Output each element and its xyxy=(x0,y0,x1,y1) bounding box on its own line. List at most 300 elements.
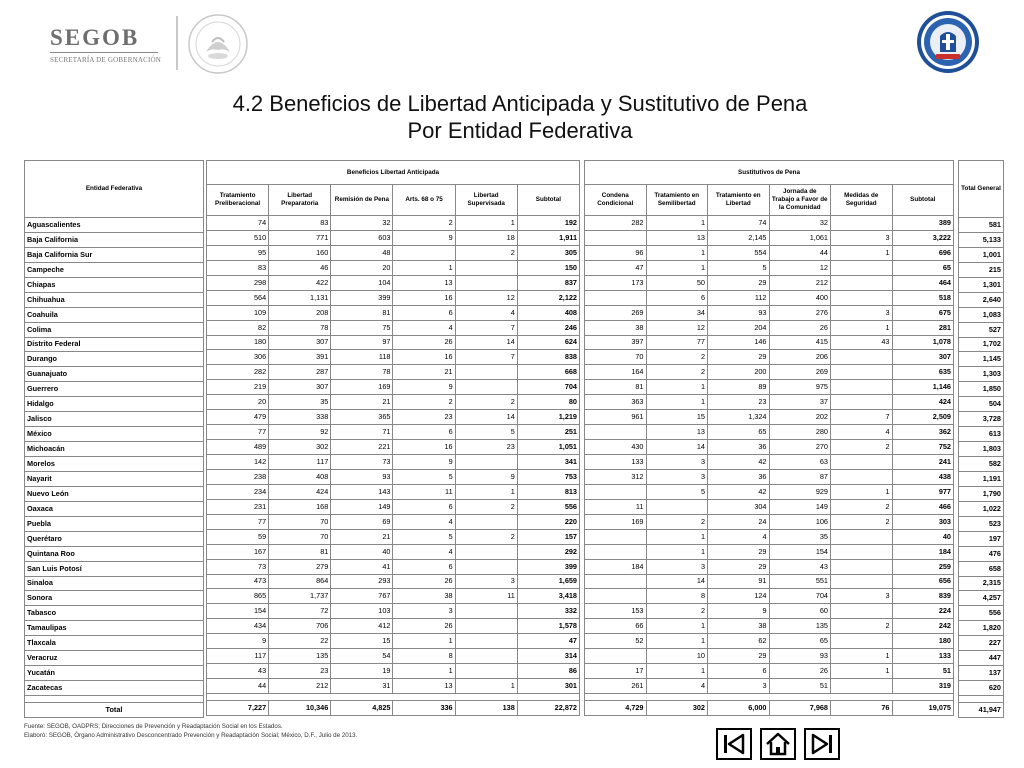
sustitutivos-subtotal-cell: 675 xyxy=(892,305,954,320)
sustitutivos-col-header: Subtotal xyxy=(892,185,954,216)
total-general-cell: 197 xyxy=(959,531,1004,546)
entity-name: Coahuila xyxy=(25,307,204,322)
libertad-cell: 41 xyxy=(331,559,393,574)
sustitutivos-total-cell: 7,968 xyxy=(769,701,831,716)
table-row xyxy=(25,561,204,576)
libertad-cell: 234 xyxy=(207,484,269,499)
libertad-cell: 74 xyxy=(207,216,269,231)
libertad-cell: 12 xyxy=(455,290,517,305)
entity-name: Tlaxcala xyxy=(25,636,204,651)
sustitutivos-cell: 3 xyxy=(831,230,893,245)
sustitutivos-cell: 77 xyxy=(646,335,708,350)
libertad-cell: 32 xyxy=(331,216,393,231)
libertad-cell: 20 xyxy=(207,395,269,410)
sustitutivos-cell: 551 xyxy=(769,574,831,589)
libertad-cell xyxy=(455,365,517,380)
sustitutivos-cell: 14 xyxy=(646,440,708,455)
libertad-cell: 9 xyxy=(393,380,455,395)
table-row xyxy=(959,561,1004,576)
table-row xyxy=(585,245,954,260)
libertad-total-cell: 22,872 xyxy=(517,701,579,716)
sustitutivos-total-cell: 19,075 xyxy=(892,701,954,716)
libertad-cell: 2 xyxy=(455,395,517,410)
org-name: SEGOB xyxy=(50,25,140,50)
sustitutivos-cell xyxy=(831,260,893,275)
sustitutivos-subtotal-cell: 259 xyxy=(892,559,954,574)
table-row xyxy=(959,247,1004,262)
libertad-subtotal-cell: 556 xyxy=(517,499,579,514)
sustitutivos-cell: 1 xyxy=(646,216,708,231)
table-row xyxy=(25,247,204,262)
spacer-cell xyxy=(207,694,580,701)
sustitutivos-cell: 1 xyxy=(646,544,708,559)
sustitutivos-subtotal-cell: 424 xyxy=(892,395,954,410)
last-page-icon xyxy=(806,730,838,758)
table-row xyxy=(25,367,204,382)
entity-column-table xyxy=(24,160,204,718)
libertad-cell: 15 xyxy=(331,634,393,649)
table-row xyxy=(207,529,580,544)
total-general-cell: 556 xyxy=(959,606,1004,621)
entity-name: Sonora xyxy=(25,591,204,606)
sustitutivos-subtotal-cell: 464 xyxy=(892,275,954,290)
table-row xyxy=(207,305,580,320)
libertad-cell: 865 xyxy=(207,589,269,604)
total-general-cell: 620 xyxy=(959,681,1004,696)
table-row xyxy=(585,664,954,679)
sustitutivos-cell: 112 xyxy=(708,290,770,305)
table-row xyxy=(959,606,1004,621)
libertad-cell: 72 xyxy=(269,604,331,619)
libertad-cell: 70 xyxy=(269,529,331,544)
last-page-button[interactable] xyxy=(804,728,840,760)
entity-name: Jalisco xyxy=(25,412,204,427)
libertad-cell: 1 xyxy=(393,260,455,275)
libertad-cell xyxy=(455,275,517,290)
table-row xyxy=(25,531,204,546)
libertad-cell: 118 xyxy=(331,350,393,365)
sustitutivos-subtotal-cell: 2,509 xyxy=(892,410,954,425)
sustitutivos-cell: 280 xyxy=(769,425,831,440)
libertad-cell: 391 xyxy=(269,350,331,365)
libertad-cell: 365 xyxy=(331,410,393,425)
libertad-cell: 117 xyxy=(207,649,269,664)
entity-name: Oaxaca xyxy=(25,501,204,516)
libertad-cell: 767 xyxy=(331,589,393,604)
table-row xyxy=(207,410,580,425)
sustitutivos-cell: 3 xyxy=(646,469,708,484)
sustitutivos-subtotal-cell: 635 xyxy=(892,365,954,380)
sustitutivos-total-cell: 76 xyxy=(831,701,893,716)
libertad-cell: 81 xyxy=(269,544,331,559)
table-row xyxy=(959,531,1004,546)
sustitutivos-cell: 43 xyxy=(831,335,893,350)
sustitutivos-col-header: Tratamiento en Libertad xyxy=(708,185,770,216)
table-row xyxy=(585,544,954,559)
total-general-cell: 1,820 xyxy=(959,621,1004,636)
libertad-cell: 117 xyxy=(269,455,331,470)
table-row xyxy=(25,576,204,591)
table-row xyxy=(959,576,1004,591)
total-general-cell: 447 xyxy=(959,651,1004,666)
sustitutivos-cell: 7 xyxy=(831,410,893,425)
libertad-subtotal-cell: 668 xyxy=(517,365,579,380)
table-row xyxy=(585,619,954,634)
libertad-cell: 212 xyxy=(269,679,331,694)
libertad-subtotal-cell: 80 xyxy=(517,395,579,410)
table-row xyxy=(585,305,954,320)
table-row xyxy=(207,604,580,619)
total-general-cell: 2,640 xyxy=(959,292,1004,307)
table-row xyxy=(207,290,580,305)
home-icon xyxy=(762,730,794,758)
table-row xyxy=(959,621,1004,636)
sustitutivos-subtotal-cell: 656 xyxy=(892,574,954,589)
sustitutivos-cell: 1 xyxy=(646,529,708,544)
libertad-cell: 302 xyxy=(269,440,331,455)
table-row xyxy=(25,262,204,277)
sustitutivos-cell: 81 xyxy=(585,380,647,395)
libertad-subtotal-cell: 408 xyxy=(517,305,579,320)
sustitutivos-col-header: Medidas de Seguridad xyxy=(831,185,893,216)
libertad-subtotal-cell: 753 xyxy=(517,469,579,484)
libertad-cell: 31 xyxy=(331,679,393,694)
sustitutivos-cell: 29 xyxy=(708,544,770,559)
table-row xyxy=(959,262,1004,277)
libertad-cell: 5 xyxy=(393,469,455,484)
libertad-subtotal-cell: 192 xyxy=(517,216,579,231)
libertad-cell: 2 xyxy=(393,216,455,231)
sustitutivos-cell: 173 xyxy=(585,275,647,290)
sustitutivos-group-header: Sustitutivos de Pena xyxy=(585,161,954,185)
libertad-cell: 4 xyxy=(393,514,455,529)
table-row xyxy=(207,395,580,410)
table-row xyxy=(959,307,1004,322)
table-row xyxy=(585,514,954,529)
entity-name: Michoacán xyxy=(25,442,204,457)
segob-logo xyxy=(50,26,170,64)
libertad-cell: 208 xyxy=(269,305,331,320)
entity-name: Quintana Roo xyxy=(25,546,204,561)
total-row xyxy=(25,703,204,718)
total-general-cell: 658 xyxy=(959,561,1004,576)
libertad-cell: 38 xyxy=(393,589,455,604)
table-row xyxy=(959,397,1004,412)
libertad-subtotal-cell: 1,051 xyxy=(517,440,579,455)
table-row xyxy=(25,427,204,442)
libertad-cell: 4 xyxy=(455,305,517,320)
sustitutivos-cell: 3 xyxy=(646,455,708,470)
table-row xyxy=(207,380,580,395)
total-general-cell: 1,145 xyxy=(959,352,1004,367)
libertad-subtotal-cell: 341 xyxy=(517,455,579,470)
total-general-cell: 1,702 xyxy=(959,337,1004,352)
entity-name: Baja California xyxy=(25,232,204,247)
sustitutivos-cell: 1 xyxy=(831,664,893,679)
sustitutivos-column-headers xyxy=(585,185,954,216)
sustitutivos-cell: 4 xyxy=(708,529,770,544)
libertad-subtotal-cell: 1,219 xyxy=(517,410,579,425)
sustitutivos-cell xyxy=(831,380,893,395)
sustitutivos-cell: 89 xyxy=(708,380,770,395)
total-general-cell: 137 xyxy=(959,666,1004,681)
libertad-cell: 231 xyxy=(207,499,269,514)
table-row xyxy=(207,679,580,694)
libertad-cell: 46 xyxy=(269,260,331,275)
libertad-cell: 44 xyxy=(207,679,269,694)
sustitutivos-cell: 269 xyxy=(769,365,831,380)
spacer-row xyxy=(207,694,580,701)
table-row xyxy=(25,636,204,651)
sustitutivos-cell: 38 xyxy=(585,320,647,335)
total-general-cell: 523 xyxy=(959,516,1004,531)
table-row xyxy=(25,292,204,307)
table-row xyxy=(207,275,580,290)
sustitutivos-cell: 6 xyxy=(646,290,708,305)
total-general-cell: 581 xyxy=(959,218,1004,233)
sustitutivos-cell: 2 xyxy=(831,440,893,455)
libertad-cell xyxy=(393,245,455,260)
home-button[interactable] xyxy=(760,728,796,760)
sustitutivos-cell xyxy=(646,499,708,514)
sustitutivos-cell: 270 xyxy=(769,440,831,455)
sustitutivos-cell: 212 xyxy=(769,275,831,290)
sustitutivos-subtotal-cell: 133 xyxy=(892,649,954,664)
total-general-cell: 3,728 xyxy=(959,412,1004,427)
libertad-cell: 104 xyxy=(331,275,393,290)
libertad-cell: 564 xyxy=(207,290,269,305)
sustitutivos-cell: 2 xyxy=(646,365,708,380)
sustitutivos-cell: 15 xyxy=(646,410,708,425)
libertad-total-cell: 7,227 xyxy=(207,701,269,716)
sustitutivos-cell: 26 xyxy=(769,664,831,679)
sustitutivos-cell xyxy=(585,484,647,499)
libertad-col-header: Libertad Preparatoria xyxy=(269,185,331,216)
libertad-cell: 4 xyxy=(393,544,455,559)
sustitutivos-cell: 400 xyxy=(769,290,831,305)
sustitutivos-cell: 62 xyxy=(708,634,770,649)
libertad-cell: 135 xyxy=(269,649,331,664)
sustitutivos-cell: 430 xyxy=(585,440,647,455)
sustitutivos-cell: 1 xyxy=(831,320,893,335)
libertad-cell: 109 xyxy=(207,305,269,320)
sustitutivos-cell: 8 xyxy=(646,589,708,604)
libertad-cell: 2 xyxy=(393,395,455,410)
first-page-button[interactable] xyxy=(716,728,752,760)
spacer-row xyxy=(585,694,954,701)
sustitutivos-cell: 23 xyxy=(708,395,770,410)
sustitutivos-cell: 51 xyxy=(769,679,831,694)
table-row xyxy=(585,230,954,245)
libertad-cell: 219 xyxy=(207,380,269,395)
table-row xyxy=(959,232,1004,247)
libertad-subtotal-cell: 2,122 xyxy=(517,290,579,305)
libertad-cell: 149 xyxy=(331,499,393,514)
table-row xyxy=(25,218,204,233)
table-row xyxy=(585,499,954,514)
total-row xyxy=(585,701,954,716)
spacer-row xyxy=(959,696,1004,703)
libertad-cell: 307 xyxy=(269,380,331,395)
table-row xyxy=(585,469,954,484)
sustitutivos-cell: 10 xyxy=(646,649,708,664)
libertad-cell: 282 xyxy=(207,365,269,380)
table-row xyxy=(207,350,580,365)
sustitutivos-subtotal-cell: 466 xyxy=(892,499,954,514)
entity-name: Distrito Federal xyxy=(25,337,204,352)
national-shield-icon xyxy=(186,12,250,76)
logo-rule xyxy=(50,52,158,53)
table-row xyxy=(585,484,954,499)
libertad-cell: 4 xyxy=(393,320,455,335)
sustitutivos-cell: 282 xyxy=(585,216,647,231)
libertad-cell: 75 xyxy=(331,320,393,335)
table-row xyxy=(585,410,954,425)
libertad-cell: 8 xyxy=(393,649,455,664)
entity-name: Sinaloa xyxy=(25,576,204,591)
sustitutivos-cell xyxy=(831,290,893,305)
libertad-cell: 11 xyxy=(455,589,517,604)
libertad-cell: 9 xyxy=(393,230,455,245)
sustitutivos-subtotal-cell: 438 xyxy=(892,469,954,484)
table-row xyxy=(585,335,954,350)
libertad-cell: 2 xyxy=(455,499,517,514)
sustitutivos-cell: 304 xyxy=(708,499,770,514)
sustitutivos-cell xyxy=(831,216,893,231)
sustitutivos-cell: 11 xyxy=(585,499,647,514)
sustitutivos-cell: 36 xyxy=(708,440,770,455)
entity-name: Guerrero xyxy=(25,382,204,397)
table-row xyxy=(959,442,1004,457)
sustitutivos-cell xyxy=(831,275,893,290)
total-general-cell: 582 xyxy=(959,457,1004,472)
total-table-body xyxy=(959,161,1004,718)
libertad-cell: 168 xyxy=(269,499,331,514)
sustitutivos-cell: 3 xyxy=(831,589,893,604)
sustitutivos-cell xyxy=(831,679,893,694)
sustitutivos-subtotal-cell: 1,078 xyxy=(892,335,954,350)
libertad-cell: 307 xyxy=(269,335,331,350)
source-note: Fuente: SEGOB, OADPRS; Direcciones de Prevención y Readaptación Social en los Estados. xyxy=(24,723,283,730)
libertad-cell: 422 xyxy=(269,275,331,290)
sustitutivos-cell: 2 xyxy=(646,514,708,529)
libertad-cell: 2 xyxy=(455,245,517,260)
sustitutivos-cell: 63 xyxy=(769,455,831,470)
libertad-cell: 510 xyxy=(207,230,269,245)
sustitutivos-cell: 42 xyxy=(708,484,770,499)
libertad-cell xyxy=(455,455,517,470)
table-row xyxy=(959,666,1004,681)
libertad-cell xyxy=(455,634,517,649)
table-row xyxy=(959,382,1004,397)
entity-name: Durango xyxy=(25,352,204,367)
sustitutivos-cell: 42 xyxy=(708,455,770,470)
total-general-cell: 1,790 xyxy=(959,486,1004,501)
libertad-cell: 1 xyxy=(393,664,455,679)
sustitutivos-cell: 12 xyxy=(646,320,708,335)
sustitutivos-cell xyxy=(831,574,893,589)
libertad-cell: 6 xyxy=(393,499,455,514)
libertad-cell: 143 xyxy=(331,484,393,499)
sustitutivos-subtotal-cell: 184 xyxy=(892,544,954,559)
table-row xyxy=(959,516,1004,531)
libertad-cell: 71 xyxy=(331,425,393,440)
sustitutivos-cell: 1,324 xyxy=(708,410,770,425)
sustitutivos-cell xyxy=(585,290,647,305)
sustitutivos-cell: 1 xyxy=(831,484,893,499)
libertad-cell: 83 xyxy=(269,216,331,231)
libertad-subtotal-cell: 220 xyxy=(517,514,579,529)
entity-name: México xyxy=(25,427,204,442)
table-row xyxy=(959,352,1004,367)
libertad-subtotal-cell: 305 xyxy=(517,245,579,260)
sustitutivos-cell: 43 xyxy=(769,559,831,574)
sustitutivos-col-header: Jornada de Trabajo a Favor de la Comunidad xyxy=(769,185,831,216)
libertad-cell: 26 xyxy=(393,335,455,350)
libertad-col-header: Arts. 68 o 75 xyxy=(393,185,455,216)
libertad-cell: 9 xyxy=(207,634,269,649)
sustitutivos-cell xyxy=(831,529,893,544)
libertad-cell: 21 xyxy=(393,365,455,380)
sustitutivos-cell: 93 xyxy=(769,649,831,664)
libertad-cell: 306 xyxy=(207,350,269,365)
sustitutivos-cell xyxy=(831,634,893,649)
table-row xyxy=(207,619,580,634)
total-general-cell: 1,001 xyxy=(959,247,1004,262)
total-general-cell: 1,303 xyxy=(959,367,1004,382)
sustitutivos-cell: 554 xyxy=(708,245,770,260)
libertad-subtotal-cell: 704 xyxy=(517,380,579,395)
libertad-cell: 142 xyxy=(207,455,269,470)
total-general-cell: 476 xyxy=(959,546,1004,561)
libertad-total-cell: 336 xyxy=(393,701,455,716)
libertad-cell: 287 xyxy=(269,365,331,380)
libertad-cell: 1,131 xyxy=(269,290,331,305)
libertad-subtotal-cell: 332 xyxy=(517,604,579,619)
sustitutivos-subtotal-cell: 752 xyxy=(892,440,954,455)
libertad-cell xyxy=(455,559,517,574)
table-row xyxy=(585,425,954,440)
libertad-group-header: Beneficios Libertad Anticipada xyxy=(207,161,580,185)
sustitutivos-subtotal-cell: 242 xyxy=(892,619,954,634)
table-row xyxy=(25,501,204,516)
table-row xyxy=(25,591,204,606)
entity-name: San Luis Potosí xyxy=(25,561,204,576)
table-row xyxy=(207,260,580,275)
sustitutivos-total-cell: 4,729 xyxy=(585,701,647,716)
table-row xyxy=(207,649,580,664)
sustitutivos-cell: 2,145 xyxy=(708,230,770,245)
sustitutivos-cell: 44 xyxy=(769,245,831,260)
sustitutivos-cell: 29 xyxy=(708,350,770,365)
sustitutivos-col-header: Tratamiento en Semilibertad xyxy=(646,185,708,216)
sustitutivos-subtotal-cell: 281 xyxy=(892,320,954,335)
table-row xyxy=(25,457,204,472)
libertad-cell: 14 xyxy=(455,335,517,350)
libertad-cell: 5 xyxy=(393,529,455,544)
libertad-cell: 93 xyxy=(331,469,393,484)
table-row xyxy=(207,544,580,559)
entity-name: Puebla xyxy=(25,516,204,531)
sustitutivos-cell: 60 xyxy=(769,604,831,619)
libertad-cell: 9 xyxy=(455,469,517,484)
entity-name: Hidalgo xyxy=(25,397,204,412)
title-line-2: Por Entidad Federativa xyxy=(407,118,633,143)
libertad-cell: 16 xyxy=(393,440,455,455)
table-row xyxy=(25,486,204,501)
libertad-cell: 180 xyxy=(207,335,269,350)
table-row xyxy=(585,649,954,664)
